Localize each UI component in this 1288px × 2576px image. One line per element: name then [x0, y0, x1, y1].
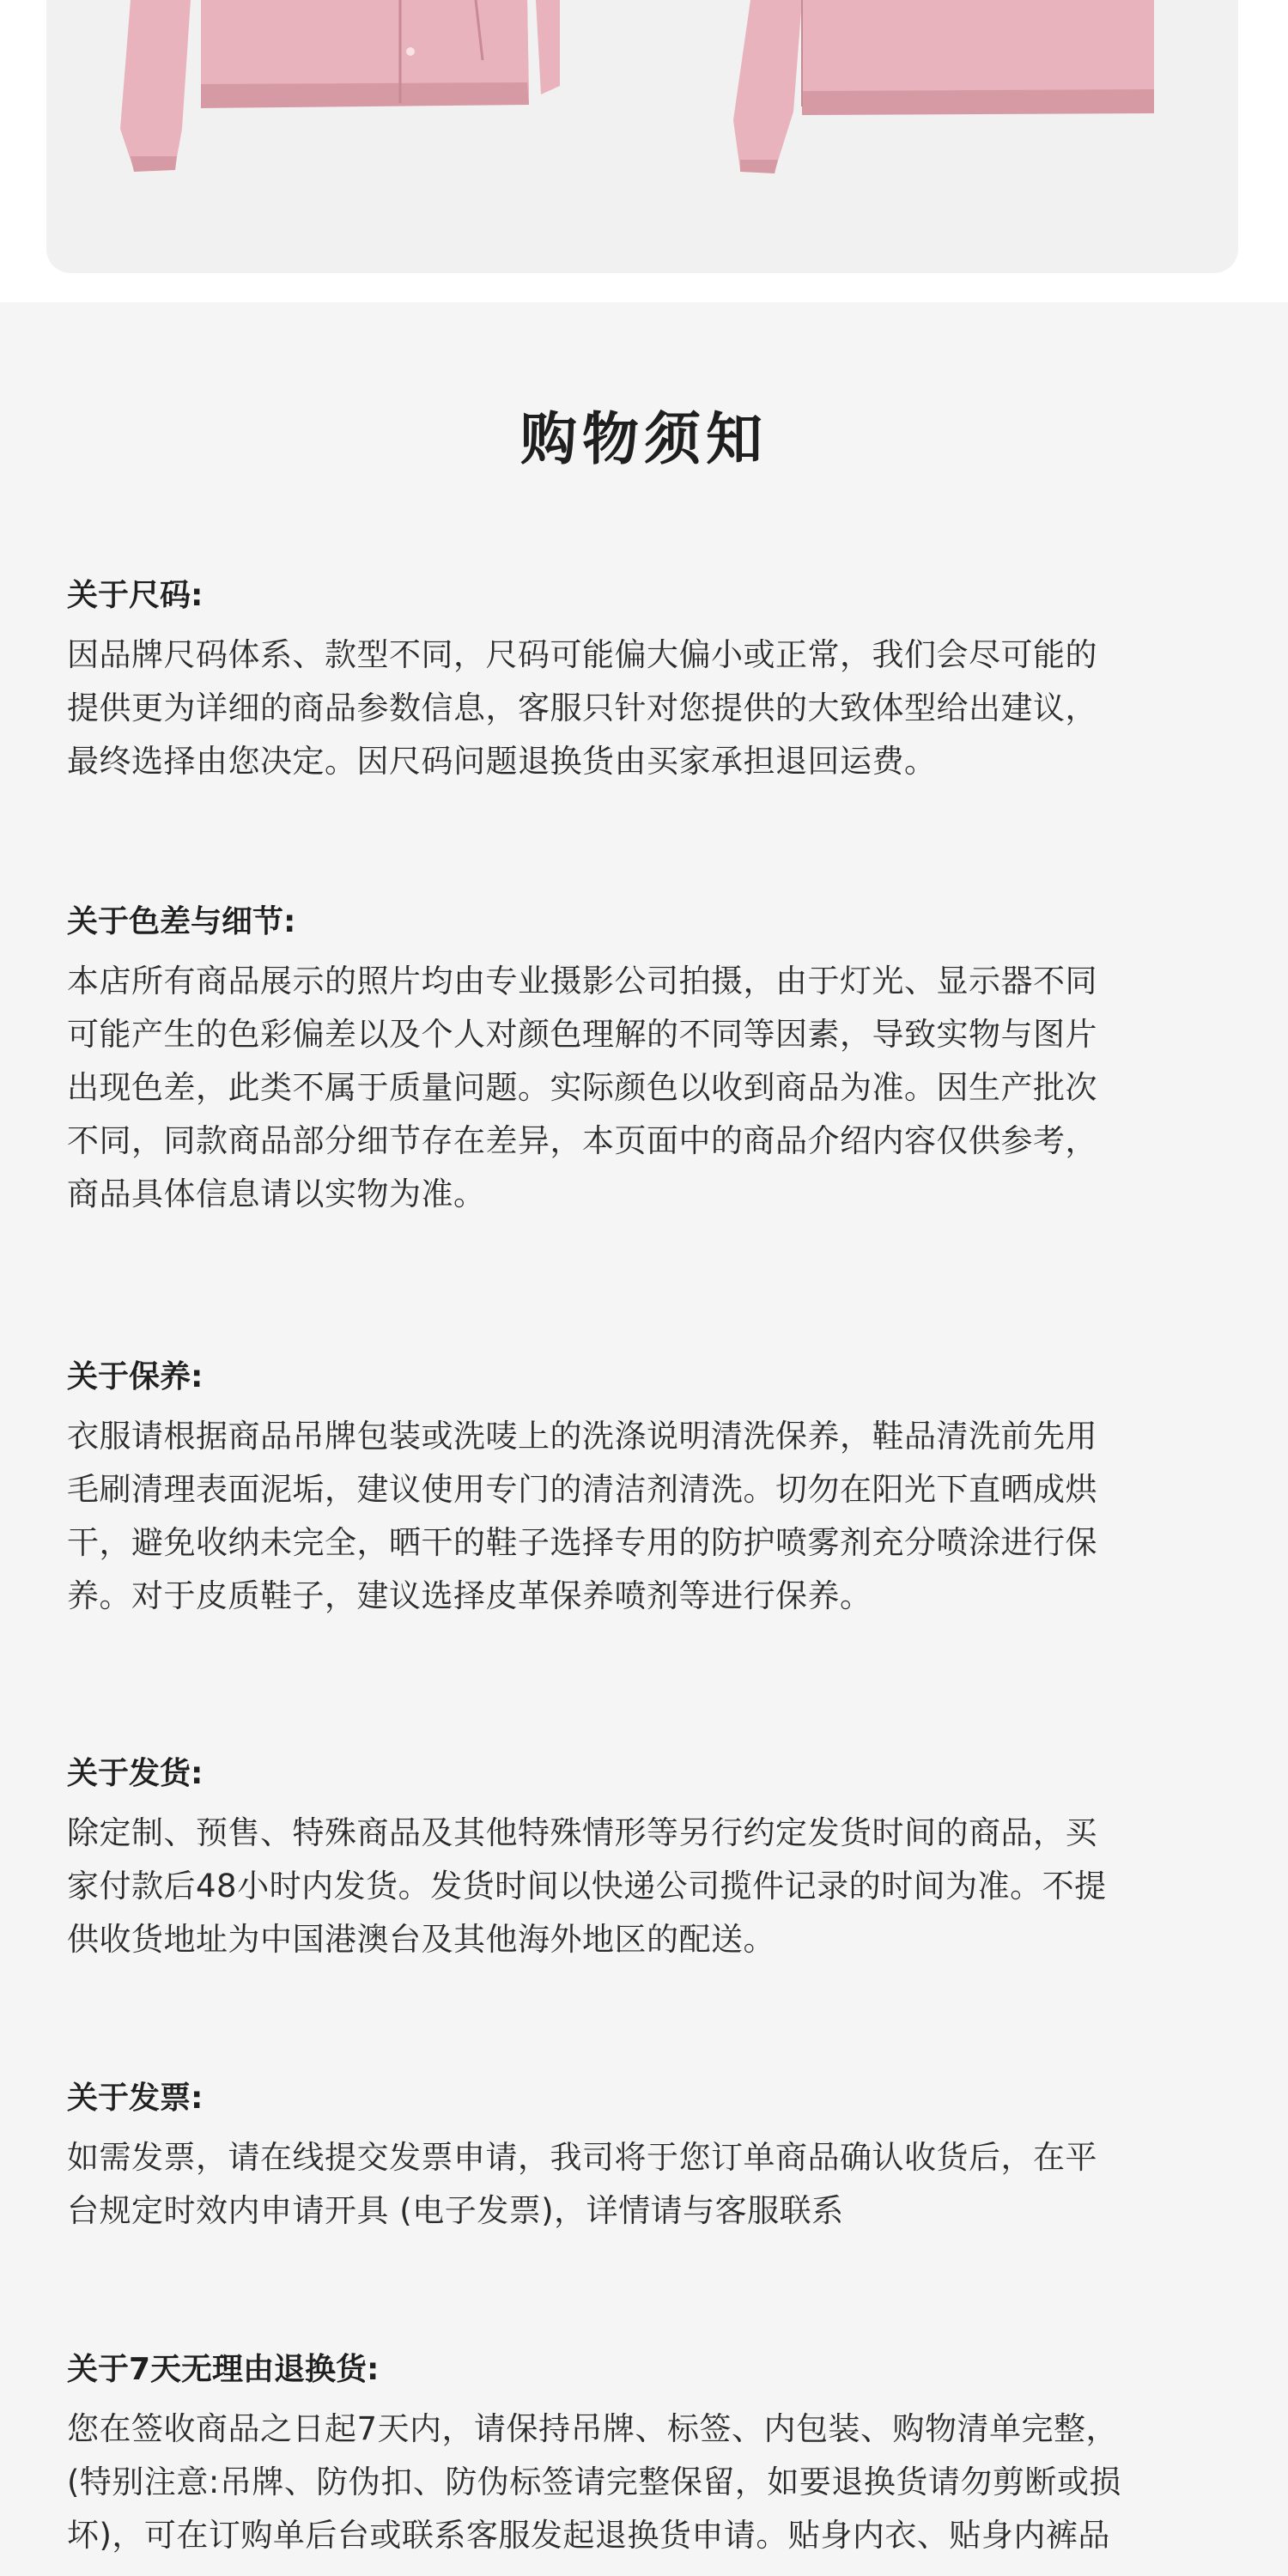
section-body: 本店所有商品展示的照片均由专业摄影公司拍摄，由于灯光、显示器不同 可能产生的色彩偏差以及个人对颜色理解的不同等因素，导致实物与图片 出现色差，此类不属于质量问题。实际颜色以收到商品为准。因生产批次 不同，同款商品部分细节存在差异，本页面中的商品介绍内容仅供参考， 商品具体信息请以实物为准。 [67, 963, 1097, 1212]
notice-section-size [67, 575, 1226, 788]
notice-section-invoice [67, 2078, 1226, 2238]
jacket-front-icon [81, 0, 562, 273]
section-heading: 关于保养: [67, 1359, 204, 1394]
section-heading: 关于色差与细节: [67, 904, 296, 939]
notice-section-shipping [67, 1753, 1226, 1966]
jacket-back-icon [673, 0, 1154, 273]
page-title: 购物须知 [520, 406, 768, 472]
product-image-area [0, 0, 1288, 302]
section-body: 如需发票，请在线提交发票申请，我司将于您订单商品确认收货后，在平 台规定时效内申请开具 (电子发票)，详情请与客服联系 [67, 2139, 1097, 2229]
section-body: 衣服请根据商品吊牌包装或洗唛上的洗涤说明清洗保养，鞋品清洗前先用 毛刷清理表面泥垢，建议使用专门的清洁剂清洗。切勿在阳光下直晒成烘 干，避免收纳未完全，晒干的鞋子选择专用的防护喷雾剂充分喷涂进行保 养。对于皮质鞋子，建议选择皮革保养喷剂等进行保养。 [67, 1418, 1097, 1614]
section-body: 您在签收商品之日起7天内，请保持吊牌、标签、内包装、购物清单完整， (特别注意:吊牌、防伪扣、防伪标签请完整保留，如要退换货请勿剪断或损 坏)，可在订购单后台或联系客服发起退换货申请。贴身内衣、贴身内裤品 [67, 2410, 1121, 2554]
section-body: 因品牌尺码体系、款型不同，尺码可能偏大偏小或正常，我们会尽可能的 提供更为详细的商品参数信息，客服只针对您提供的大致体型给出建议， 最终选择由您决定。因尺码问题退换货由买家承担退回运费。 [67, 636, 1097, 780]
shopping-notice [0, 302, 1288, 2576]
section-heading: 关于发货: [67, 1756, 204, 1791]
section-heading: 关于尺码: [67, 578, 204, 613]
product-photo-card [46, 0, 1238, 273]
notice-section-returns [67, 2349, 1226, 2562]
section-body: 除定制、预售、特殊商品及其他特殊情形等另行约定发货时间的商品，买 家付款后48小时内发货。发货时间以快递公司揽件记录的时间为准。不提 供收货地址为中国港澳台及其他海外地区的配送。 [67, 1814, 1107, 1958]
notice-section-care [67, 1357, 1226, 1623]
section-heading: 关于发票: [67, 2081, 204, 2116]
section-heading: 关于7天无理由退换货: [67, 2352, 380, 2387]
notice-section-color-detail [67, 902, 1226, 1221]
